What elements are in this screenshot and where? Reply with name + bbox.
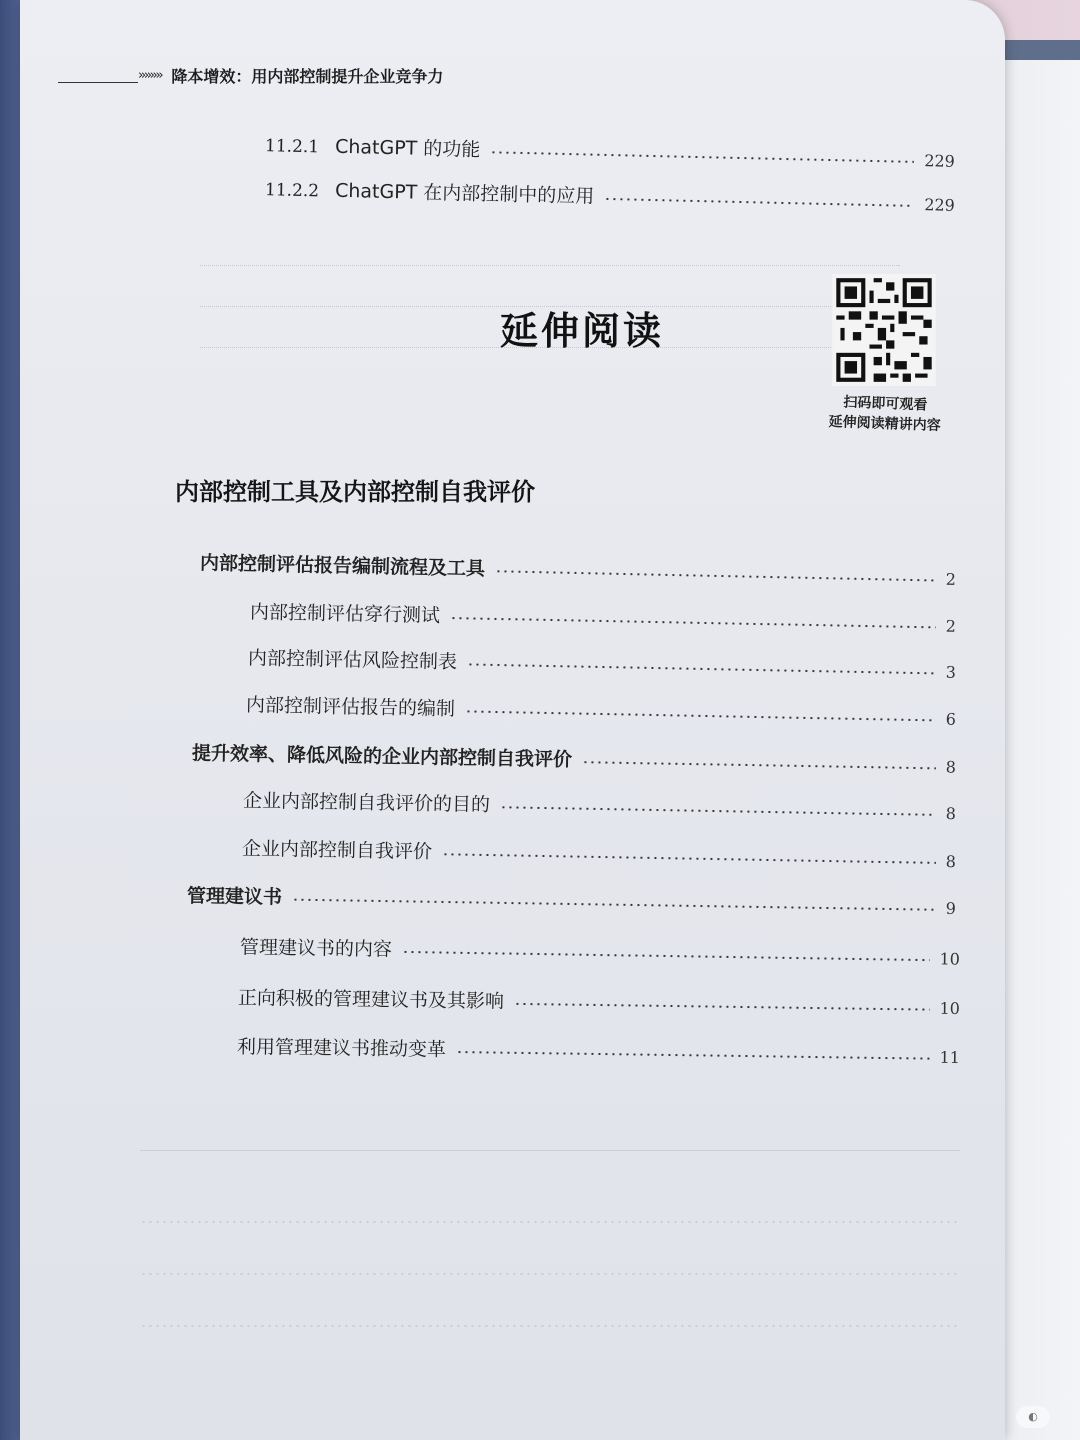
- toc-title: 内部控制评估穿行测试: [249, 601, 441, 627]
- toc-page-number: 229: [924, 195, 956, 215]
- bleed-through-lower: [140, 1090, 960, 1420]
- toc-page-number: 8: [945, 852, 957, 872]
- extended-reading-title: 延伸阅读: [500, 309, 665, 353]
- toc-entry[interactable]: [187, 881, 956, 920]
- header-arrows: »»»»: [138, 67, 162, 83]
- toc-entry[interactable]: [238, 983, 960, 1020]
- toc-page-number: 9: [945, 898, 957, 919]
- qr-caption-line-2: 延伸阅读精讲内容: [828, 414, 941, 434]
- toc-entry[interactable]: [243, 786, 956, 825]
- toc-page-number: 2: [945, 616, 957, 636]
- toc-entry[interactable]: [200, 548, 956, 591]
- toc-entry[interactable]: [246, 690, 956, 731]
- qr-code-icon[interactable]: [832, 274, 936, 386]
- toc-page-number: 229: [924, 151, 956, 171]
- book-page: [20, 0, 1005, 1440]
- toc-title: 管理建议书的内容: [239, 936, 393, 961]
- qr-caption-line-1: 扫码即可观看: [843, 394, 928, 414]
- toc-page-number: 3: [945, 662, 957, 682]
- toc-title: ChatGPT 的功能: [334, 135, 481, 162]
- toc-title: 管理建议书: [186, 884, 283, 909]
- toc-title: 利用管理建议书推动变革: [236, 1035, 447, 1061]
- toc-title: 正向积极的管理建议书及其影响: [237, 986, 505, 1013]
- toc-title: 企业内部控制自我评价的目的: [242, 789, 491, 817]
- toc-leader-dots: [450, 617, 936, 628]
- toc-page-number: 8: [945, 757, 957, 777]
- toc-page-number: 8: [945, 804, 957, 824]
- toc-page-number: 11: [939, 1047, 961, 1068]
- toc-title: ChatGPT 在内部控制中的应用: [334, 179, 595, 208]
- toc-leader-dots: [402, 950, 930, 960]
- toc-entry[interactable]: [248, 643, 956, 684]
- toc-title: 内部控制评估报告的编制: [245, 694, 456, 721]
- running-header: [58, 60, 578, 90]
- toc-number: 11.2.2: [264, 180, 320, 202]
- toc-entry[interactable]: [237, 1032, 960, 1069]
- toc-page-number: 10: [939, 949, 961, 969]
- app-watermark-icon: ◐: [1016, 1406, 1050, 1428]
- toc-leader-dots: [604, 197, 914, 206]
- toc-leader-dots: [292, 898, 936, 910]
- toc-entry[interactable]: [192, 738, 956, 778]
- toc-entry[interactable]: [250, 597, 956, 638]
- toc-title: 企业内部控制自我评价: [241, 837, 433, 864]
- toc-title: 提升效率、降低风险的企业内部控制自我评价: [191, 742, 573, 771]
- toc-page-number: 2: [945, 569, 957, 589]
- toc-leader-dots: [495, 570, 936, 581]
- toc-leader-dots: [442, 853, 936, 864]
- toc-entry-11-2-2[interactable]: [265, 174, 955, 217]
- toc-entry[interactable]: [240, 932, 960, 970]
- toc-title: 内部控制评估风险控制表: [247, 647, 458, 674]
- toc-page-number: 10: [939, 998, 961, 1019]
- toc-leader-dots: [465, 710, 936, 721]
- toc-entry-11-2-1[interactable]: [265, 130, 955, 173]
- toc-leader-dots: [490, 151, 914, 163]
- section-title: 内部控制工具及内部控制自我评价: [175, 477, 535, 506]
- toc-leader-dots: [456, 1051, 930, 1060]
- header-rule: [58, 82, 138, 83]
- toc-leader-dots: [500, 806, 936, 816]
- toc-page-number: 6: [945, 709, 957, 729]
- toc-title: 内部控制评估报告编制流程及工具: [199, 552, 486, 581]
- toc-entry[interactable]: [242, 834, 956, 873]
- toc-leader-dots: [467, 663, 936, 674]
- toc-number: 11.2.1: [264, 136, 320, 158]
- qr-caption: [809, 391, 960, 436]
- header-title: 降本增效：用内部控制提升企业竞争力: [171, 66, 444, 86]
- toc-leader-dots: [582, 761, 936, 769]
- toc-leader-dots: [514, 1002, 930, 1010]
